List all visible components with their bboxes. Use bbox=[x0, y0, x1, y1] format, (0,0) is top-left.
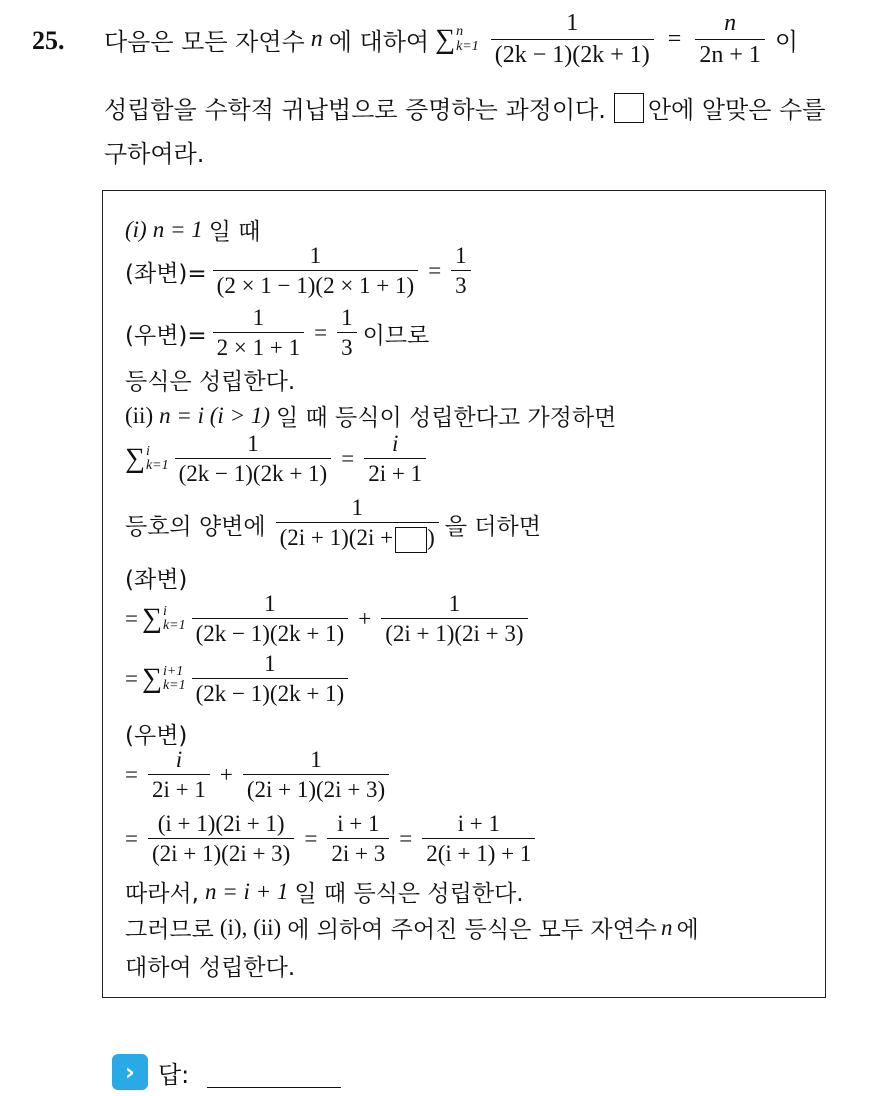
proof-line: = ∑ i+1 k=1 $\frac{1}{(2k - 1)(2k + 1)}$ bbox=[125, 651, 354, 708]
question-text-segment: 에 대하여 bbox=[328, 28, 430, 57]
answer-label: 답: bbox=[158, 1060, 190, 1089]
proof-line: = ∑ i k=1 $\frac{1}{(2k - 1)(2k + 1)}$ + $\frac{1}{(2i + 1)(2i + 3)}$ bbox=[125, 591, 534, 648]
question-line-2: 성립함을 수학적 귀납법으로 증명하는 과정이다. 안에 알맞은 수를 bbox=[104, 90, 825, 125]
sum-lower-limit: k=1 bbox=[456, 38, 479, 54]
chevron-right-icon: › bbox=[112, 1054, 148, 1090]
proof-line: (우변) bbox=[125, 723, 188, 749]
proof-line: = $\frac{i}{2i + 1}$ + $\frac{1}{(2i + 1)(2i + 3)}$ bbox=[125, 747, 395, 804]
answer-blank-box bbox=[614, 93, 644, 123]
sum-upper-limit: n bbox=[456, 23, 464, 39]
proof-box bbox=[102, 190, 826, 998]
proof-blank-box bbox=[395, 527, 427, 553]
proof-line: (좌변)= $\frac{1}{(2 \times 1 - 1)(2 \times 1 + 1)}$ = $\frac{1}{3}$ bbox=[125, 243, 477, 300]
proof-line: 그러므로 (i), (ii) 에 의하여 주어진 등식은 모두 자연수 n 에 bbox=[125, 914, 699, 943]
proof-line: 대하여 성립한다. bbox=[125, 955, 296, 981]
proof-line: (우변)= $\frac{1}{2 \times 1 + 1}$ = $\frac{1}{3}$ 이므로 bbox=[125, 305, 430, 361]
sigma-symbol: ∑ bbox=[435, 23, 456, 55]
rhs-fraction: $\frac{n}{2n + 1}$ bbox=[695, 10, 765, 69]
answer-input-line[interactable] bbox=[207, 1057, 341, 1088]
proof-line: (ii) n = i (i > 1) 일 때 등식이 성립한다고 가정하면 bbox=[125, 402, 617, 431]
proof-line: (i) n = 1 일 때 bbox=[125, 216, 261, 245]
answer-row bbox=[112, 1054, 341, 1090]
proof-line: 따라서, n = i + 1 일 때 등식은 성립한다. bbox=[125, 878, 524, 907]
proof-line: 등호의 양변에 $\frac{1}{(2i + 1)(2i + )}$ 을 더하면 bbox=[125, 495, 541, 553]
question-line-1: 다음은 모든 자연수 n 에 대하여 ∑ n k=1 $\frac{1}{(2k - 1)(2k + 1)}$ = $\frac{n}{2n + 1}$ 이 bbox=[104, 10, 799, 68]
proof-line: ∑ i k=1 $\frac{1}{(2k - 1)(2k + 1)}$ = $\frac{i}{2i + 1}$ bbox=[125, 431, 432, 488]
question-text-segment: 다음은 모든 자연수 bbox=[104, 28, 305, 57]
summation bbox=[435, 24, 479, 56]
variable-n: n bbox=[310, 26, 323, 53]
proof-line: (좌변) bbox=[125, 567, 188, 593]
question-line-3: 구하여라. bbox=[104, 140, 205, 168]
question-number: 25. bbox=[32, 26, 65, 55]
main-fraction: $\frac{1}{(2k - 1)(2k + 1)}$ bbox=[491, 10, 654, 69]
proof-line: = $\frac{(i + 1)(2i + 1)}{(2i + 1)(2i + 3)}$ = $\frac{i + 1}{2i + 3}$ = $\frac{i + 1}{2(i + 1) + 1}$ bbox=[125, 811, 541, 868]
proof-line: 등식은 성립한다. bbox=[125, 369, 296, 395]
